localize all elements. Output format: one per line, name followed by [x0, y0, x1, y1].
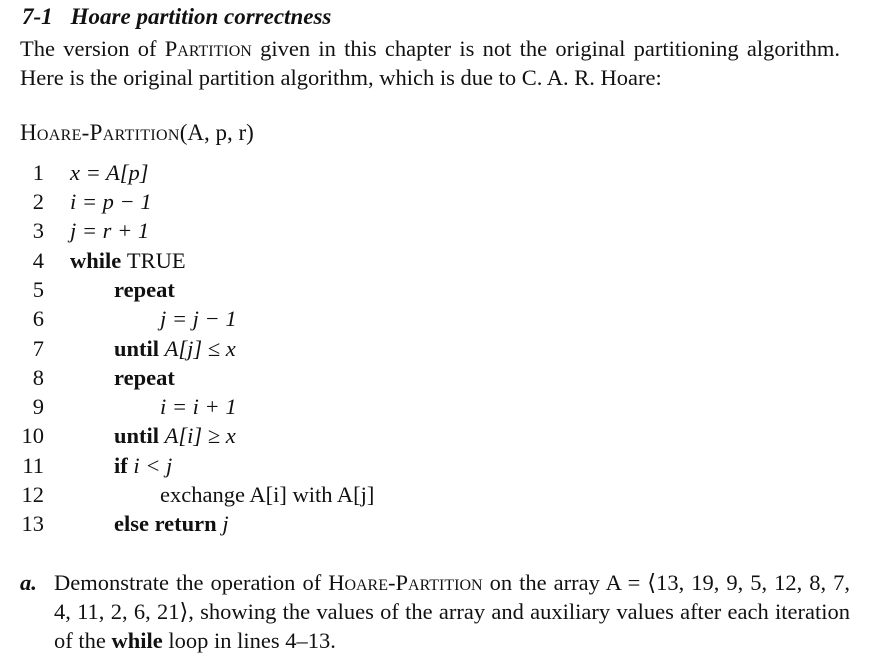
code-line-5: [0, 275, 888, 304]
code-text: [70, 246, 186, 275]
code-line-11: [0, 451, 888, 480]
code-text: [114, 421, 236, 450]
exercise-part-a: [20, 568, 850, 655]
code-line-2: [0, 187, 888, 216]
line-number: 5: [32, 277, 44, 302]
code-line-10: [0, 421, 888, 450]
line-number: 11: [22, 453, 44, 478]
procedure-name-ref: Hoare-Partition: [328, 570, 483, 595]
code-line-7: [0, 334, 888, 363]
code-text: [114, 334, 236, 363]
keyword-while: while: [70, 248, 122, 273]
code-line-8: [0, 363, 888, 392]
procedure-signature: [20, 120, 254, 146]
code-line-9: [0, 392, 888, 421]
keyword-repeat: repeat: [114, 365, 175, 390]
keyword-if: if: [114, 453, 128, 478]
line-number: 9: [32, 394, 44, 419]
code-line-3: [0, 216, 888, 245]
intro-text-2: given in this chapter is not the original partitioning algorithm. Here is the original partition algorithm, which is due to C. A. R. Hoare:: [20, 36, 840, 90]
keyword-else-return: else return: [114, 511, 217, 536]
code-text: i = p − 1: [70, 189, 152, 214]
intro-text-1: The version of: [20, 36, 165, 61]
code-text: j = j − 1: [160, 306, 237, 331]
code-text: [114, 451, 172, 480]
part-a-text-1: Demonstrate the operation of: [54, 570, 329, 595]
code-line-6: [0, 304, 888, 333]
keyword-while-ref: while: [111, 628, 163, 653]
condition: A[i] ≥ x: [164, 423, 236, 448]
code-text: [114, 509, 229, 538]
keyword-until: until: [114, 423, 160, 448]
problem-heading: [22, 4, 331, 30]
code-text: x = A[p]: [70, 160, 149, 185]
part-label: a.: [20, 570, 37, 595]
problem-number: 7-1: [22, 4, 53, 29]
condition: A[j] ≤ x: [164, 336, 236, 361]
return-value: j: [222, 511, 229, 536]
line-number: 7: [32, 336, 44, 361]
procedure-name: Hoare-Partition: [20, 120, 180, 145]
code-line-1: [0, 158, 888, 187]
line-number: 10: [21, 423, 44, 448]
line-number: 6: [32, 306, 44, 331]
partition-procedure-name: Partition: [164, 36, 252, 61]
constant-true: TRUE: [126, 248, 186, 273]
line-number: 4: [32, 248, 44, 273]
line-number: 2: [32, 189, 44, 214]
procedure-args: (A, p, r): [179, 120, 254, 145]
code-line-4: [0, 246, 888, 275]
keyword-repeat: repeat: [114, 277, 175, 302]
line-number: 1: [32, 160, 44, 185]
code-line-12: [0, 480, 888, 509]
code-line-13: [0, 509, 888, 538]
line-number: 12: [21, 482, 44, 507]
problem-title: Hoare partition correctness: [70, 4, 332, 29]
line-number: 13: [21, 511, 44, 536]
keyword-until: until: [114, 336, 160, 361]
line-number: 3: [32, 218, 44, 243]
condition: i < j: [133, 453, 173, 478]
part-a-text: [54, 568, 850, 655]
code-text: i = i + 1: [160, 394, 237, 419]
part-a-text-2: on the array A = ⟨13, 19, 9, 5, 12, 8, 7, 4, 11, 2, 6, 21⟩, showing the values of the array and auxiliary values after each iteration of the: [54, 570, 850, 653]
intro-paragraph: [20, 34, 840, 92]
part-a-text-3: loop in lines 4–13.: [162, 628, 336, 653]
line-number: 8: [32, 365, 44, 390]
code-text: j = r + 1: [70, 218, 150, 243]
code-text: exchange A[i] with A[j]: [160, 482, 375, 507]
